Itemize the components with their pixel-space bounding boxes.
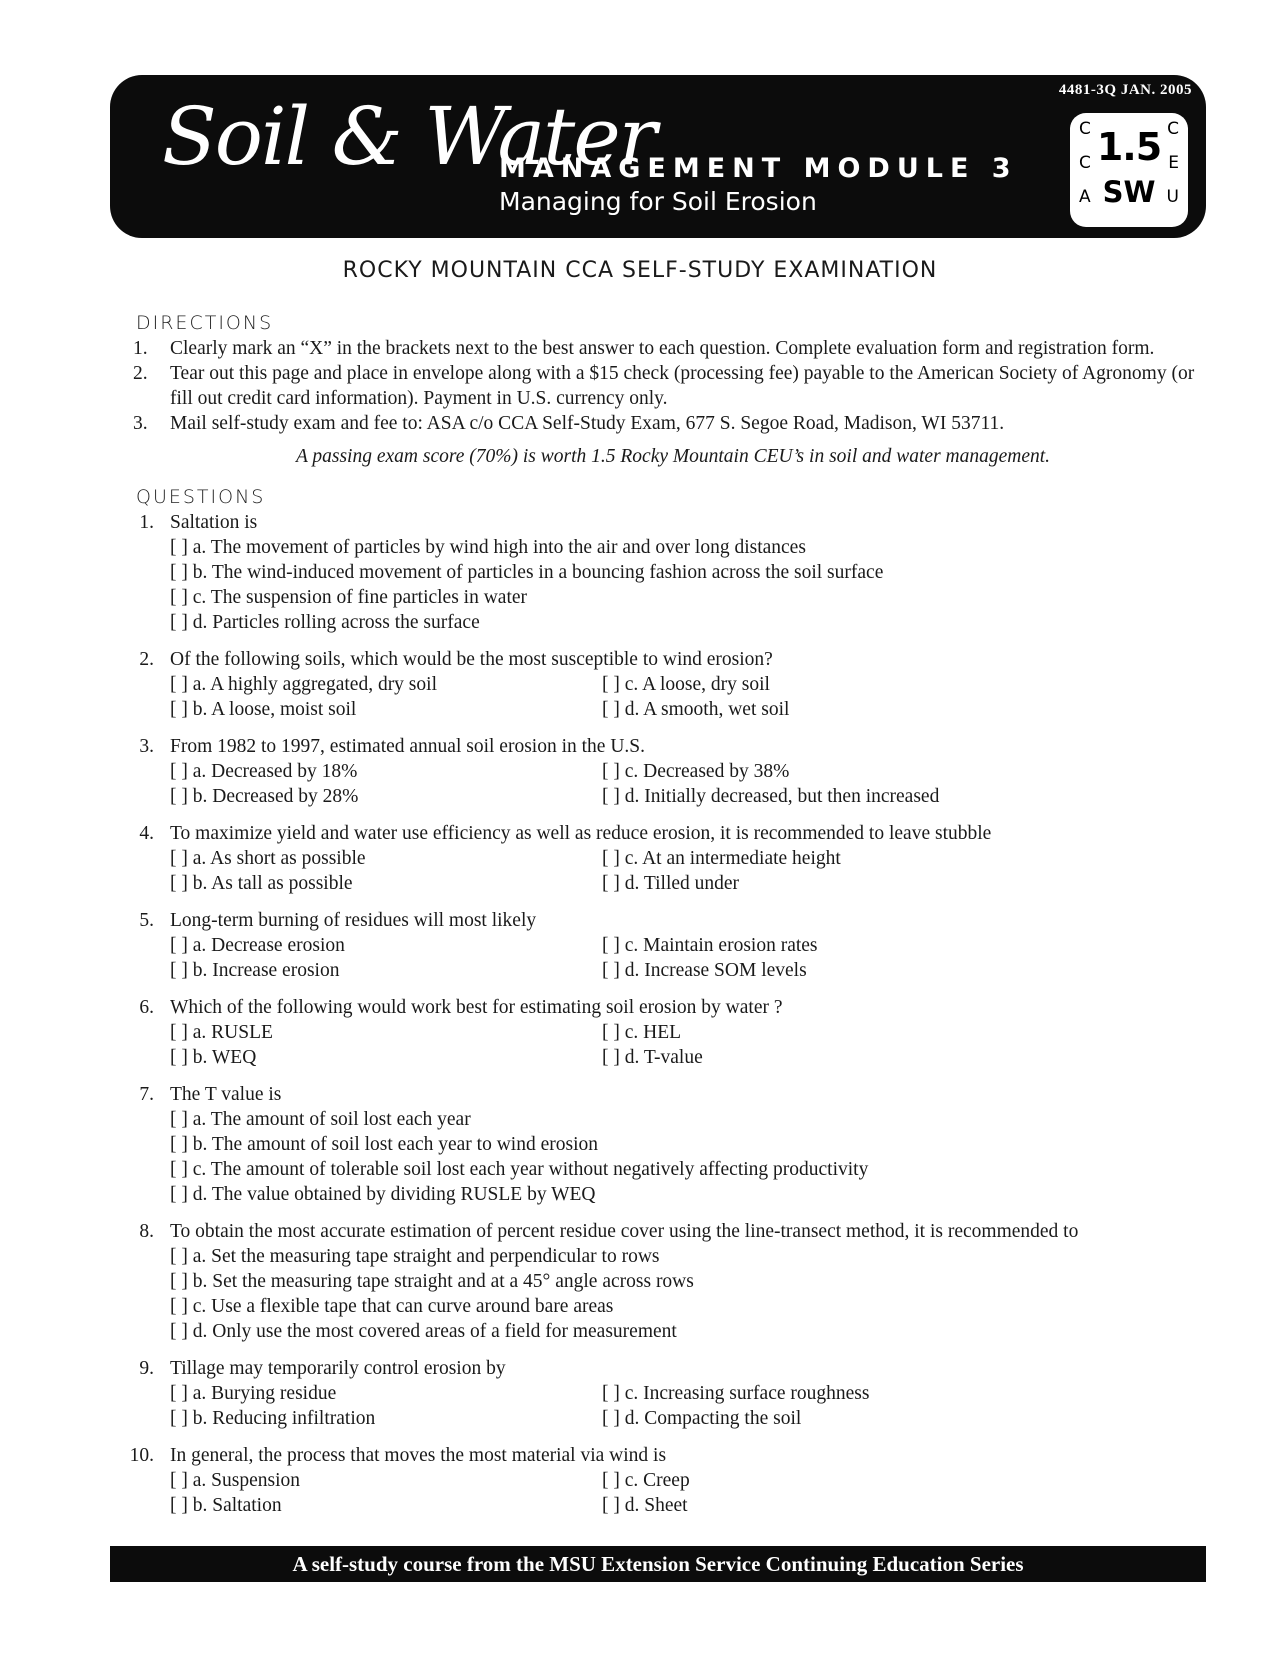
directions-list [133, 336, 1213, 469]
exam-title: ROCKY MOUNTAIN CCA SELF-STUDY EXAMINATION [342, 258, 938, 283]
answer-option[interactable]: [ ] b. The wind-induced movement of particles in a bouncing fashion across the soil surface [170, 562, 884, 583]
answer-option[interactable]: [ ] c. The amount of tolerable soil lost each year without negatively affecting productivity [170, 1159, 869, 1180]
answer-option[interactable]: [ ] d. Particles rolling across the surface [170, 612, 480, 633]
question-number: 7. [139, 1084, 154, 1105]
answer-option[interactable]: [ ] b. A loose, moist soil [170, 699, 357, 720]
answer-option[interactable]: [ ] b. WEQ [170, 1047, 257, 1068]
ceu-badge [1070, 113, 1188, 227]
answer-option[interactable]: [ ] d. Sheet [602, 1495, 688, 1516]
answer-option[interactable]: [ ] c. The suspension of fine particles in water [170, 587, 528, 608]
direction-item [133, 361, 1213, 411]
answer-option[interactable]: [ ] d. T-value [602, 1047, 703, 1068]
question-text: Long-term burning of residues will most likely [170, 910, 537, 931]
question [133, 995, 1213, 1070]
question-text: In general, the process that moves the most material via wind is [170, 1445, 667, 1466]
question-text: Which of the following would work best for estimating soil erosion by water ? [170, 997, 783, 1018]
ceu-badge-letter: A [1079, 187, 1091, 207]
ceu-badge-letter: C [1167, 119, 1179, 139]
ceu-badge-letter: U [1166, 187, 1179, 207]
question [133, 1356, 1213, 1431]
answer-option[interactable]: [ ] d. Initially decreased, but then increased [602, 786, 940, 807]
answer-option[interactable]: [ ] a. Decrease erosion [170, 935, 345, 956]
question-number: 4. [139, 823, 154, 844]
question [129, 1443, 1213, 1518]
answer-option[interactable]: [ ] c. Creep [602, 1470, 690, 1491]
module-subtitle: Managing for Soil Erosion [499, 187, 817, 216]
question-number: 3. [139, 736, 154, 757]
ceu-unit: SW [1102, 175, 1156, 209]
question-number: 5. [139, 910, 154, 931]
answer-option[interactable]: [ ] b. Set the measuring tape straight and at a 45° angle across rows [170, 1271, 694, 1292]
question [133, 1219, 1213, 1344]
question-text: Of the following soils, which would be the most susceptible to wind erosion? [170, 649, 773, 670]
question-text: To obtain the most accurate estimation of percent residue cover using the line-transect method, it is recommended to [170, 1221, 1079, 1242]
answer-option[interactable]: [ ] c. Increasing surface roughness [602, 1383, 870, 1404]
question-number: 1. [139, 512, 154, 533]
answer-option[interactable]: [ ] d. Tilled under [602, 873, 740, 894]
answer-option[interactable]: [ ] c. Maintain erosion rates [602, 935, 818, 956]
answer-option[interactable]: [ ] a. Burying residue [170, 1383, 337, 1404]
answer-option[interactable]: [ ] b. As tall as possible [170, 873, 353, 894]
answer-option[interactable]: [ ] b. The amount of soil lost each year to wind erosion [170, 1134, 599, 1155]
answer-option[interactable]: [ ] b. Saltation [170, 1495, 282, 1516]
direction-text: Tear out this page and place in envelope along with a $15 check (processing fee) payable to the American Society of Agronomy (or fill out credit card information). Payment in U.S. currency only. [170, 363, 1195, 409]
soil-water-logo: Soil & Water [162, 90, 655, 183]
header-banner [110, 75, 1206, 238]
answer-option[interactable]: [ ] d. A smooth, wet soil [602, 699, 790, 720]
question-number: 9. [139, 1358, 154, 1379]
answer-option[interactable]: [ ] a. The movement of particles by wind high into the air and over long distances [170, 537, 806, 558]
direction-text: Mail self-study exam and fee to: ASA c/o CCA Self-Study Exam, 677 S. Segoe Road, Madison, WI 53711. [170, 413, 1005, 434]
answer-option[interactable]: [ ] a. The amount of soil lost each year [170, 1109, 471, 1130]
ceu-badge-letter: E [1168, 153, 1179, 173]
answer-option[interactable]: [ ] a. A highly aggregated, dry soil [170, 674, 437, 695]
question-text: From 1982 to 1997, estimated annual soil erosion in the U.S. [170, 736, 645, 757]
answer-option[interactable]: [ ] b. Increase erosion [170, 960, 340, 981]
directions-heading: DIRECTIONS [136, 312, 274, 334]
direction-text: Clearly mark an “X” in the brackets next to the best answer to each question. Complete evaluation form and registration form. [170, 338, 1155, 359]
answer-option[interactable]: [ ] c. A loose, dry soil [602, 674, 770, 695]
answer-option[interactable]: [ ] b. Decreased by 28% [170, 786, 359, 807]
answer-option[interactable]: [ ] a. Set the measuring tape straight and perpendicular to rows [170, 1246, 660, 1267]
footer-banner: A self-study course from the MSU Extension Service Continuing Education Series [110, 1546, 1206, 1582]
direction-item [133, 336, 1213, 361]
direction-item [133, 411, 1213, 436]
question [133, 734, 1213, 809]
ceu-value: 1.5 [1096, 125, 1162, 169]
answer-option[interactable]: [ ] a. Decreased by 18% [170, 761, 358, 782]
answer-option[interactable]: [ ] a. As short as possible [170, 848, 366, 869]
module-title: MANAGEMENT MODULE 3 [499, 153, 1018, 184]
question-text: The T value is [170, 1084, 282, 1105]
question [133, 908, 1213, 983]
ceu-badge-letter: C [1079, 119, 1091, 139]
question-number: 8. [139, 1221, 154, 1242]
document-code: 4481-3Q JAN. 2005 [1058, 82, 1192, 98]
answer-option[interactable]: [ ] d. Compacting the soil [602, 1408, 802, 1429]
answer-option[interactable]: [ ] c. Decreased by 38% [602, 761, 790, 782]
answer-option[interactable]: [ ] a. RUSLE [170, 1022, 273, 1043]
question [133, 1082, 1213, 1207]
answer-option[interactable]: [ ] c. Use a flexible tape that can curve around bare areas [170, 1296, 614, 1317]
questions-heading: QUESTIONS [136, 486, 266, 508]
answer-option[interactable]: [ ] d. Increase SOM levels [602, 960, 807, 981]
answer-option[interactable]: [ ] a. Suspension [170, 1470, 300, 1491]
ceu-badge-letter: C [1079, 153, 1091, 173]
question-text: Tillage may temporarily control erosion by [170, 1358, 506, 1379]
question [133, 647, 1213, 722]
answer-option[interactable]: [ ] b. Reducing infiltration [170, 1408, 376, 1429]
answer-option[interactable]: [ ] c. HEL [602, 1022, 682, 1043]
answer-option[interactable]: [ ] d. The value obtained by dividing RUSLE by WEQ [170, 1184, 596, 1205]
question [133, 510, 1213, 635]
answer-option[interactable]: [ ] d. Only use the most covered areas of a field for measurement [170, 1321, 677, 1342]
passing-score-note: A passing exam score (70%) is worth 1.5 Rocky Mountain CEU’s in soil and water management. [295, 446, 1051, 467]
question-number: 2. [139, 649, 154, 670]
direction-number: 1. [133, 338, 148, 359]
answer-option[interactable]: [ ] c. At an intermediate height [602, 848, 841, 869]
question-number: 6. [139, 997, 154, 1018]
direction-number: 2. [133, 363, 148, 384]
question [133, 821, 1213, 896]
question-text: To maximize yield and water use efficiency as well as reduce erosion, it is recommended to leave stubble [170, 823, 992, 844]
question-number: 10. [129, 1445, 154, 1466]
questions-list [129, 510, 1213, 1530]
direction-number: 3. [133, 413, 148, 434]
question-text: Saltation is [170, 512, 258, 533]
